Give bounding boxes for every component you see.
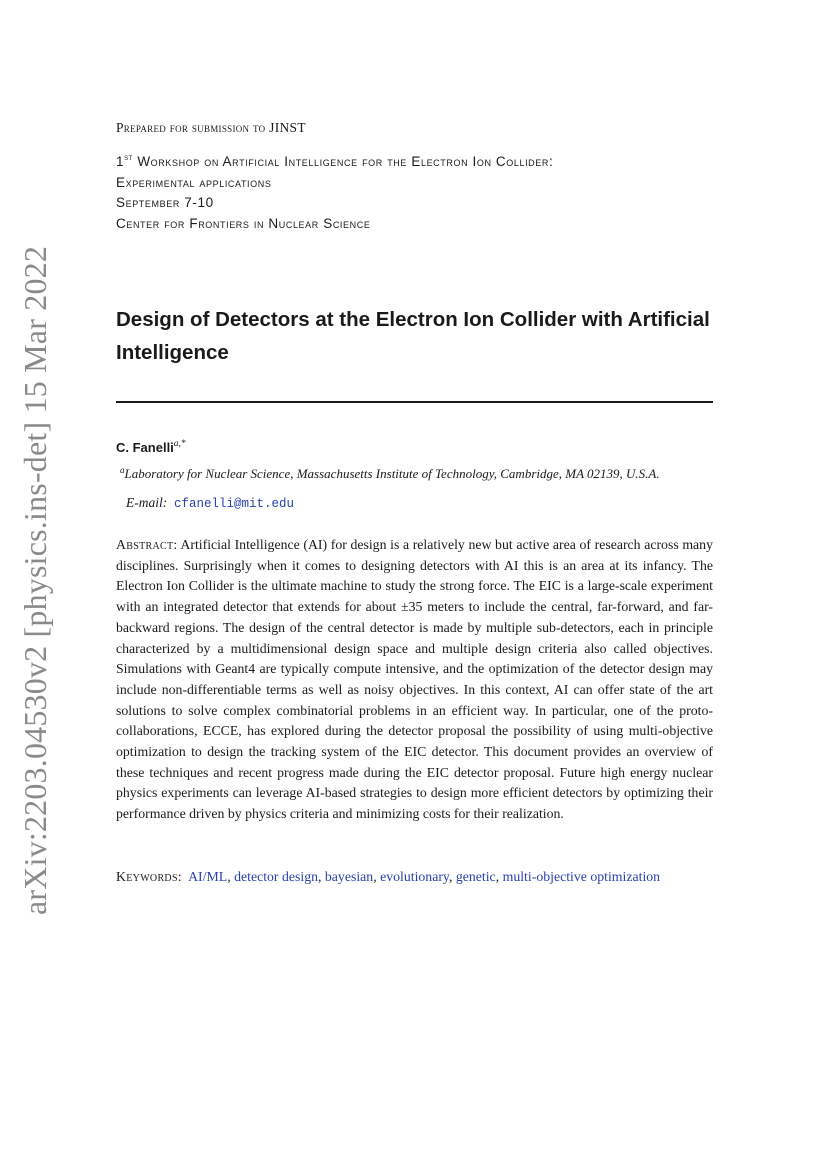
- abstract: [116, 535, 713, 825]
- keyword-link[interactable]: genetic: [455, 869, 496, 884]
- email-label: E-mail:: [126, 495, 168, 510]
- workshop-ordinal: 1: [116, 154, 125, 169]
- keyword-separator: ,: [318, 869, 325, 884]
- affiliation-mark: a: [120, 465, 125, 475]
- workshop-ordinal-suffix: st: [124, 152, 133, 162]
- keyword-separator: ,: [227, 869, 235, 884]
- affiliation: [120, 465, 660, 482]
- email-link[interactable]: cfanelli@mit.edu: [174, 497, 295, 511]
- workshop-line-1: [116, 147, 553, 173]
- submission-note: Prepared for submission to JINST: [116, 120, 306, 135]
- title-rule: [116, 401, 713, 403]
- keyword-link[interactable]: AI/ML: [188, 869, 228, 884]
- abstract-text: Artificial Intelligence (AI) for design is a relatively new but active area of research across many disciplines. Surprisingly when it comes to designing detectors with AI this is an area at its infancy. The Electron Ion Collider is the ultimate machine to study the strong force. The EIC is a large-scale experiment with an integrated detector that extends for about ±35 meters to include the central, far-forward, and far-backward regions. The design of the central detector is made by multiple sub-detectors, each in principle characterized by a multidimensional design space and multiple design criteria also called objectives. Simulations with Geant4 are typically compute intensive, and the optimization of the detector design may include non-differentiable terms as well as noisy objectives. In this context, AI can offer state of the art solutions to solve complex combinatorial problems in an efficient way. In particular, one of the proto-collaborations, ECCE, has explored during the detector proposal the possibility of using multi-objective optimization to design the tracking system of the EIC detector. This document provides an overview of these techniques and recent progress made during the EIC detector proposal. Future high energy nuclear physics experiments can leverage AI-based strategies to design more efficient detectors by optimizing their performance driven by physics criteria and minimizing costs for their realization.: [116, 537, 713, 822]
- workshop-name: Workshop on Artificial Intelligence for the Electron Ion Collider:: [137, 154, 554, 169]
- author-name: C. Fanelli: [116, 440, 174, 455]
- abstract-heading: Abstract:: [116, 537, 178, 552]
- workshop-line-2: Experimental applications: [116, 174, 272, 190]
- email-line: [126, 495, 294, 511]
- author-marks: a,*: [173, 439, 186, 449]
- keywords-heading: Keywords:: [116, 869, 182, 884]
- keywords: [116, 869, 660, 885]
- workshop-header: [116, 147, 553, 235]
- author-line: [116, 439, 186, 455]
- keyword-separator: ,: [495, 869, 503, 884]
- keyword-link[interactable]: multi-objective optimization: [502, 869, 661, 884]
- keyword-separator: ,: [448, 869, 456, 884]
- workshop-dates: September 7-10: [116, 195, 214, 211]
- keyword-link[interactable]: bayesian: [324, 869, 374, 884]
- keyword-separator: ,: [373, 869, 381, 884]
- keyword-link[interactable]: evolutionary: [380, 869, 449, 884]
- paper-title: Design of Detectors at the Electron Ion Collider with Artificial Intelligence: [116, 308, 710, 364]
- arxiv-identifier-stamp: arXiv:2203.04530v2 [physics.ins-det] 15 Mar 2022: [17, 245, 53, 915]
- affiliation-text: Laboratory for Nuclear Science, Massachusetts Institute of Technology, Cambridge, MA 02139, U.S.A.: [124, 466, 660, 481]
- keyword-link[interactable]: detector design: [234, 869, 318, 884]
- keyword-list: [188, 869, 660, 884]
- workshop-host: Center for Frontiers in Nuclear Science: [116, 216, 371, 232]
